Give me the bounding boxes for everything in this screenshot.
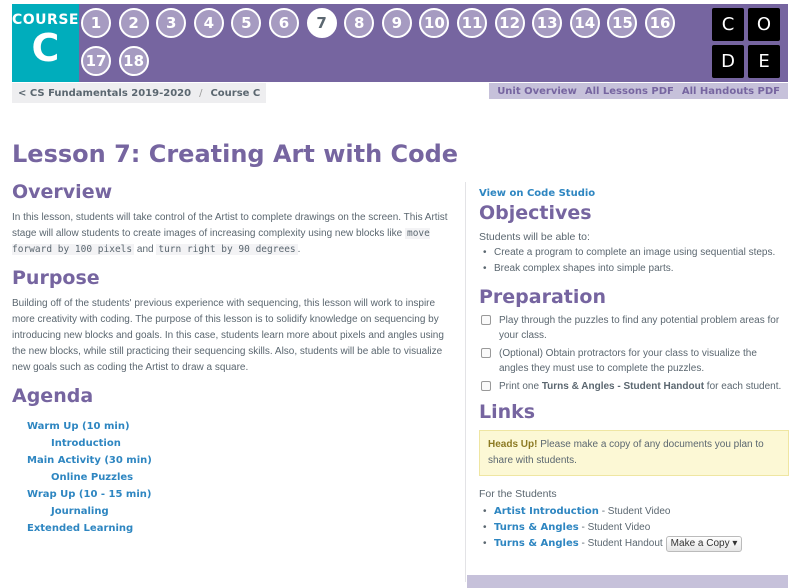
lesson-bubble-16[interactable]: 16	[645, 8, 675, 38]
lesson-bubble-1[interactable]: 1	[81, 8, 111, 38]
prep-item	[479, 313, 789, 343]
handout-name: Turns & Angles - Student Handout	[541, 381, 705, 392]
lesson-bubble-2[interactable]: 2	[119, 8, 149, 38]
lesson-bubble-14[interactable]: 14	[570, 8, 600, 38]
overview-heading: Overview	[12, 181, 113, 203]
agenda-link[interactable]: Introduction	[51, 438, 121, 449]
lesson-bubble-6[interactable]: 6	[269, 8, 299, 38]
lesson-sidebar	[479, 188, 789, 552]
prep-item	[479, 379, 789, 394]
prep-text: Play through the puzzles to find any potential problem areas for your class.	[499, 315, 780, 341]
prep-text-part: for each student.	[704, 381, 782, 392]
objectives-heading: Objectives	[479, 202, 592, 224]
purpose-text: Building off of the students' previous experience with sequencing, this lesson will work to inspire more creativity with coding. The purpose of this lesson is to solidify knowledge on sequencing by introducing new blocks and goals. In this case, students learn more about pixels and angles using the new blocks, while still practicing their sequencing skills. Also, students will be able to visualize new goals such as coding the Artist to draw a square.	[12, 298, 444, 373]
course-label: COURSE	[12, 12, 79, 28]
overview-text-part: .	[297, 244, 301, 255]
lesson-bubble-12[interactable]: 12	[495, 8, 525, 38]
breadcrumb-back-link[interactable]: < CS Fundamentals 2019-2020	[18, 87, 192, 99]
overview-text-part: In this lesson, students will take control of the Artist to complete drawings on the screen. This Artist stage will allow students to create images of increasing complexity using new blocks like	[12, 212, 448, 239]
lesson-bubble-17[interactable]: 17	[81, 46, 111, 76]
alert-text: Please make a copy of any documents you plan to share with students.	[488, 439, 764, 466]
objective-item: • Create a program to complete an image using sequential steps.	[479, 245, 789, 261]
view-on-code-studio-link[interactable]: View on Code Studio	[479, 188, 596, 199]
logo-letter: E	[748, 45, 780, 78]
resource-link[interactable]: Artist Introduction	[494, 506, 599, 517]
next-section-header	[467, 575, 788, 588]
links-heading: Links	[479, 401, 536, 423]
agenda-link[interactable]: Wrap Up (10 - 15 min)	[27, 489, 152, 500]
purpose-heading: Purpose	[12, 267, 100, 289]
pdf-links-bar	[489, 83, 788, 99]
page-title: Lesson 7: Creating Art with Code	[12, 140, 459, 168]
agenda-link[interactable]: Main Activity (30 min)	[27, 455, 152, 466]
all-lessons-pdf-link[interactable]: All Lessons PDF	[584, 85, 674, 97]
unit-overview-link[interactable]: Unit Overview	[497, 85, 577, 97]
prep-text	[499, 379, 781, 394]
student-links-list	[479, 504, 789, 552]
resource-link-item	[479, 520, 789, 536]
overview-text-part: and	[134, 244, 157, 255]
prep-item	[479, 346, 789, 376]
column-divider	[465, 182, 466, 582]
objective-item: • Break complex shapes into simple parts.	[479, 261, 789, 277]
lesson-bubble-4[interactable]: 4	[194, 8, 224, 38]
agenda-heading: Agenda	[12, 385, 94, 407]
lesson-bubble-7[interactable]: 7	[307, 8, 337, 38]
resource-link-item	[479, 536, 789, 552]
logo-letter: D	[712, 45, 744, 78]
resource-link[interactable]: Turns & Angles	[494, 538, 579, 549]
lesson-bubble-8[interactable]: 8	[344, 8, 374, 38]
prep-checkbox[interactable]	[481, 348, 491, 358]
objectives-list	[479, 245, 789, 277]
course-badge[interactable]	[12, 4, 79, 82]
prep-checkbox[interactable]	[481, 381, 491, 391]
preparation-list	[479, 313, 789, 394]
course-letter: C	[31, 26, 60, 70]
all-handouts-pdf-link[interactable]: All Handouts PDF	[681, 85, 780, 97]
agenda-link[interactable]: Online Puzzles	[51, 472, 134, 483]
lesson-bubble-13[interactable]: 13	[532, 8, 562, 38]
lesson-bubble-10[interactable]: 10	[419, 8, 449, 38]
agenda-link[interactable]: Warm Up (10 min)	[27, 421, 130, 432]
heads-up-alert	[479, 430, 789, 476]
for-students-label: For the Students	[479, 488, 557, 500]
breadcrumb-current[interactable]: Course C	[210, 87, 261, 99]
make-a-copy-dropdown[interactable]: Make a Copy ▾	[666, 536, 743, 552]
resource-link-item	[479, 504, 789, 520]
preparation-heading: Preparation	[479, 286, 606, 308]
overview-text	[12, 210, 452, 258]
code-snippet: turn right by 90 degrees	[158, 244, 296, 255]
code-org-logo[interactable]	[712, 8, 780, 78]
breadcrumb-separator: /	[199, 87, 203, 99]
resource-type: - Student Video	[598, 506, 671, 517]
prep-text: (Optional) Obtain protractors for your class to visualize the angles they must use to complete the puzzles.	[499, 348, 757, 374]
breadcrumb	[12, 83, 266, 103]
prep-text-part: Print one	[499, 381, 542, 392]
agenda-link[interactable]: Extended Learning	[27, 523, 134, 534]
agenda-link[interactable]: Journaling	[51, 506, 109, 517]
alert-title: Heads Up!	[488, 439, 538, 450]
lesson-bubble-5[interactable]: 5	[231, 8, 261, 38]
agenda-list	[12, 418, 452, 537]
logo-letter: O	[748, 8, 780, 41]
lesson-header	[12, 4, 788, 82]
logo-letter: C	[712, 8, 744, 41]
resource-link[interactable]: Turns & Angles	[494, 522, 579, 533]
prep-checkbox[interactable]	[481, 315, 491, 325]
lesson-bubble-3[interactable]: 3	[156, 8, 186, 38]
objectives-intro: Students will be able to:	[479, 231, 590, 243]
lesson-bubble-18[interactable]: 18	[119, 46, 149, 76]
lesson-bubble-15[interactable]: 15	[607, 8, 637, 38]
resource-type: - Student Handout	[578, 538, 663, 549]
lesson-main-column	[12, 180, 452, 537]
resource-type: - Student Video	[578, 522, 651, 533]
lesson-bubble-9[interactable]: 9	[382, 8, 412, 38]
lesson-bubble-11[interactable]: 11	[457, 8, 487, 38]
code-snippet: move forward by 100 pixels	[12, 228, 430, 255]
